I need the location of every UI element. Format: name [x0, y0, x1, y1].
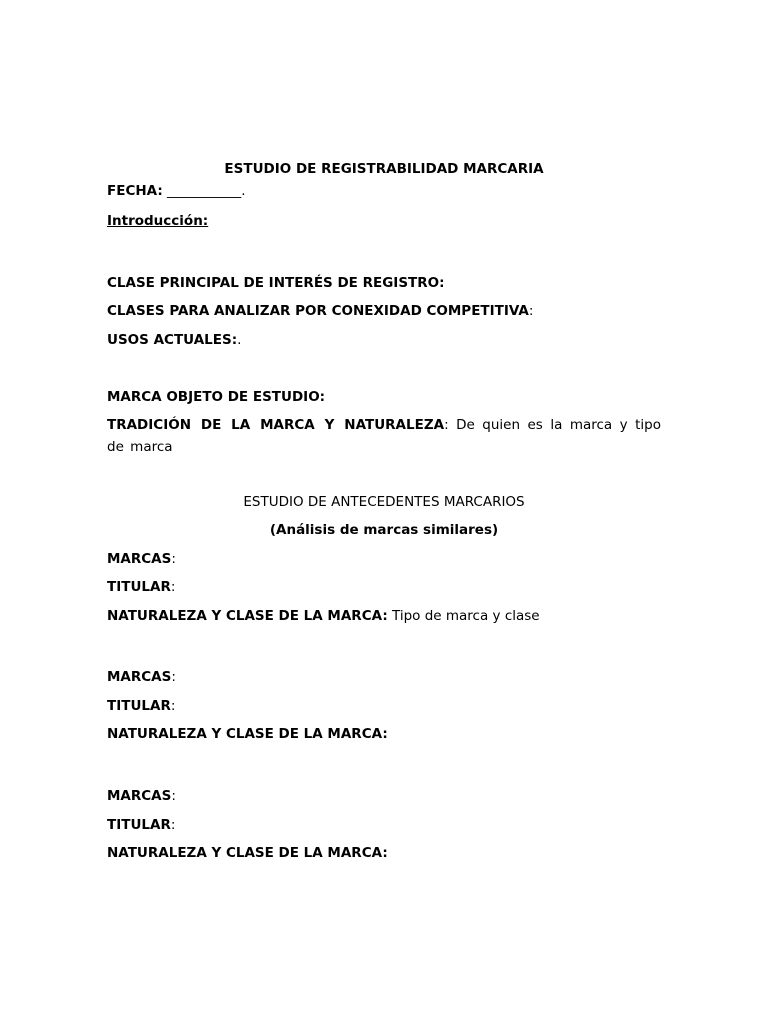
entry-1-naturaleza-value: Tipo de marca y clase: [387, 608, 540, 624]
entry-2-titular: TITULAR:: [107, 698, 176, 714]
fecha-value: ___________.: [162, 183, 246, 199]
fecha-line: [107, 183, 661, 199]
usos-actuales-line: USOS ACTUALES:.: [107, 332, 242, 348]
antecedentes-subtitle: (Análisis de marcas similares): [269, 522, 499, 538]
introduccion-heading: Introducción:: [107, 213, 209, 229]
entry-3-titular: TITULAR:: [107, 817, 176, 833]
antecedentes-title: ESTUDIO DE ANTECEDENTES MARCARIOS: [243, 494, 525, 510]
usos-actuales-label: USOS ACTUALES:: [107, 332, 238, 348]
entry-2-marcas: MARCAS:: [107, 669, 176, 685]
clases-analizar-line: CLASES PARA ANALIZAR POR CONEXIDAD COMPETITIVA:: [107, 303, 534, 319]
fecha-label: FECHA:: [107, 183, 163, 199]
entry-1-titular: TITULAR:: [107, 579, 176, 595]
entry-3-naturaleza: NATURALEZA Y CLASE DE LA MARCA:: [107, 845, 388, 861]
tradicion-text: De quien es la marca y tipo de marca: [107, 417, 662, 455]
entry-2-naturaleza: NATURALEZA Y CLASE DE LA MARCA:: [107, 726, 388, 742]
marca-objeto-label: MARCA OBJETO DE ESTUDIO:: [107, 389, 326, 405]
document-title: ESTUDIO DE REGISTRABILIDAD MARCARIA: [224, 161, 544, 177]
clases-analizar-label: CLASES PARA ANALIZAR POR CONEXIDAD COMPETITIVA: [107, 303, 529, 319]
entry-1-marcas: MARCAS:: [107, 551, 176, 567]
tradicion-paragraph: TRADICIÓN DE LA MARCA Y NATURALEZA: De quien es la marca y tipo de marca: [107, 417, 662, 455]
entry-3-marcas: MARCAS:: [107, 788, 176, 804]
clase-principal-label: CLASE PRINCIPAL DE INTERÉS DE REGISTRO:: [107, 275, 445, 291]
entry-1-naturaleza: NATURALEZA Y CLASE DE LA MARCA: Tipo de marca y clase: [107, 608, 540, 624]
tradicion-label: TRADICIÓN DE LA MARCA Y NATURALEZA: [107, 417, 445, 433]
